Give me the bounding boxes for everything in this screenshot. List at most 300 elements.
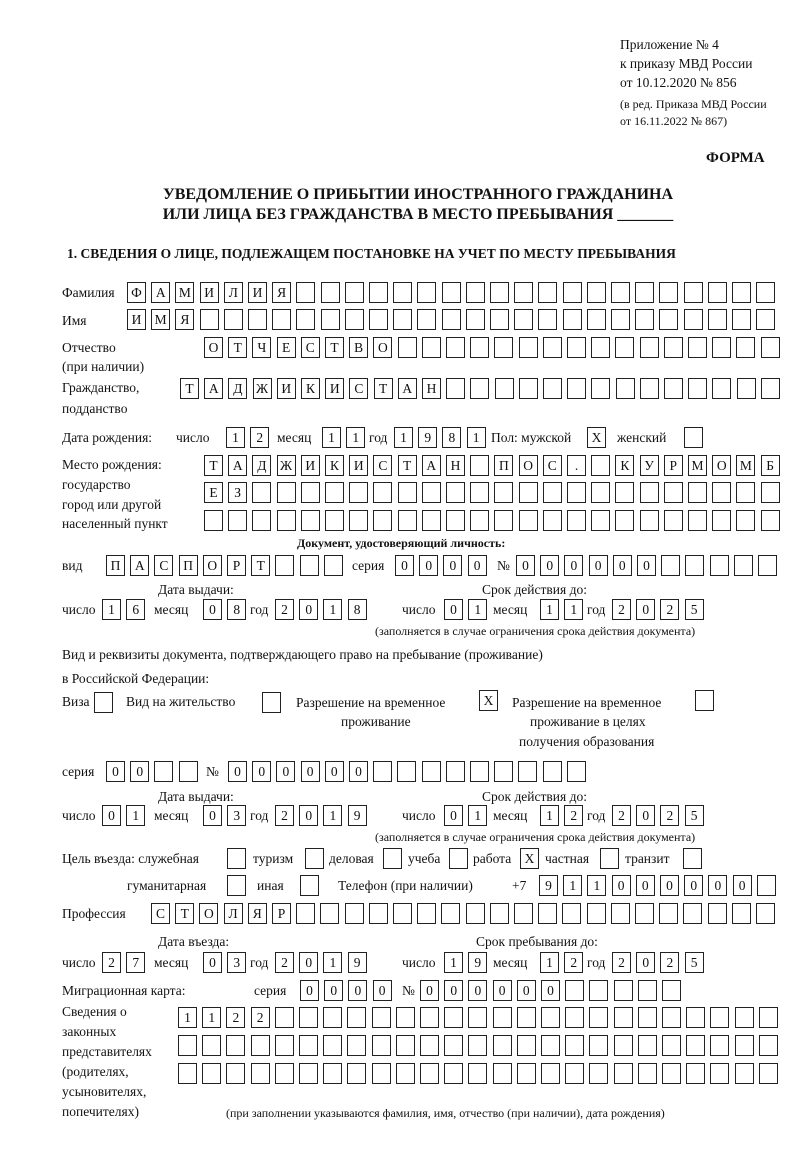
surname-field[interactable]	[127, 282, 776, 304]
char-cell[interactable]	[228, 510, 247, 531]
char-cell[interactable]: С	[373, 455, 392, 476]
checkbox-cell[interactable]	[695, 690, 714, 711]
char-cell[interactable]	[737, 378, 756, 399]
char-cell[interactable]	[686, 1063, 705, 1084]
char-cell[interactable]	[393, 903, 412, 924]
char-cell[interactable]	[321, 282, 340, 303]
char-cell[interactable]	[275, 555, 294, 576]
char-cell[interactable]	[372, 1035, 391, 1056]
char-cell[interactable]	[736, 482, 755, 503]
dob-year-field[interactable]	[394, 427, 487, 449]
char-cell[interactable]	[470, 482, 489, 503]
char-cell[interactable]	[662, 1035, 681, 1056]
char-cell[interactable]	[514, 282, 533, 303]
char-cell[interactable]: 0	[443, 555, 462, 576]
char-cell[interactable]	[468, 1035, 487, 1056]
char-cell[interactable]: С	[301, 337, 320, 358]
char-cell[interactable]: О	[519, 455, 538, 476]
char-cell[interactable]: 1	[587, 875, 606, 896]
char-cell[interactable]: 5	[685, 599, 704, 620]
char-cell[interactable]: Я	[248, 903, 267, 924]
permit-expiry-year-field[interactable]	[612, 805, 705, 827]
edu-residence-checkbox[interactable]	[695, 690, 715, 712]
char-cell[interactable]: 0	[102, 805, 121, 826]
char-cell[interactable]	[470, 337, 489, 358]
char-cell[interactable]	[349, 482, 368, 503]
char-cell[interactable]: Ч	[252, 337, 271, 358]
char-cell[interactable]: О	[373, 337, 392, 358]
char-cell[interactable]	[202, 1063, 221, 1084]
char-cell[interactable]	[301, 510, 320, 531]
id-issue-year-field[interactable]	[275, 599, 368, 621]
checkbox-cell[interactable]	[94, 692, 113, 713]
char-cell[interactable]: Т	[325, 337, 344, 358]
char-cell[interactable]: 0	[420, 980, 439, 1001]
char-cell[interactable]	[587, 282, 606, 303]
char-cell[interactable]	[373, 761, 392, 782]
char-cell[interactable]: 0	[468, 555, 487, 576]
char-cell[interactable]	[518, 761, 537, 782]
char-cell[interactable]	[662, 980, 681, 1001]
char-cell[interactable]	[275, 1063, 294, 1084]
char-cell[interactable]	[638, 980, 657, 1001]
char-cell[interactable]: Д	[252, 455, 271, 476]
char-cell[interactable]	[735, 1063, 754, 1084]
char-cell[interactable]: 7	[126, 952, 145, 973]
char-cell[interactable]: 1	[394, 427, 413, 448]
checkbox-cell[interactable]	[227, 875, 246, 896]
char-cell[interactable]: 8	[442, 427, 461, 448]
char-cell[interactable]	[398, 482, 417, 503]
purpose-work-checkbox[interactable]	[520, 848, 540, 870]
char-cell[interactable]	[589, 1035, 608, 1056]
char-cell[interactable]: П	[179, 555, 198, 576]
char-cell[interactable]	[659, 282, 678, 303]
char-cell[interactable]	[224, 309, 243, 330]
entry-year-field[interactable]	[275, 952, 368, 974]
char-cell[interactable]: 2	[612, 599, 631, 620]
char-cell[interactable]: 0	[300, 980, 319, 1001]
char-cell[interactable]: 9	[468, 952, 487, 973]
char-cell[interactable]	[466, 282, 485, 303]
char-cell[interactable]	[563, 282, 582, 303]
char-cell[interactable]: Е	[204, 482, 223, 503]
char-cell[interactable]: 0	[419, 555, 438, 576]
char-cell[interactable]	[563, 309, 582, 330]
char-cell[interactable]	[638, 1063, 657, 1084]
char-cell[interactable]	[688, 378, 707, 399]
char-cell[interactable]: 1	[563, 875, 582, 896]
char-cell[interactable]	[324, 555, 343, 576]
char-cell[interactable]	[591, 455, 610, 476]
char-cell[interactable]: 3	[227, 952, 246, 973]
char-cell[interactable]	[519, 337, 538, 358]
char-cell[interactable]: К	[325, 455, 344, 476]
char-cell[interactable]	[567, 378, 586, 399]
char-cell[interactable]	[686, 1035, 705, 1056]
char-cell[interactable]	[686, 1007, 705, 1028]
char-cell[interactable]	[349, 510, 368, 531]
char-cell[interactable]	[373, 510, 392, 531]
char-cell[interactable]	[493, 1035, 512, 1056]
char-cell[interactable]	[178, 1035, 197, 1056]
char-cell[interactable]	[519, 378, 538, 399]
char-cell[interactable]	[226, 1063, 245, 1084]
char-cell[interactable]	[517, 1007, 536, 1028]
char-cell[interactable]	[567, 510, 586, 531]
purpose-official-checkbox[interactable]	[227, 848, 247, 870]
char-cell[interactable]	[446, 378, 465, 399]
char-cell[interactable]	[369, 903, 388, 924]
char-cell[interactable]: 2	[612, 952, 631, 973]
char-cell[interactable]	[369, 309, 388, 330]
char-cell[interactable]	[517, 1035, 536, 1056]
char-cell[interactable]	[591, 482, 610, 503]
char-cell[interactable]	[301, 482, 320, 503]
char-cell[interactable]	[442, 309, 461, 330]
dob-month-field[interactable]	[322, 427, 366, 449]
char-cell[interactable]	[372, 1063, 391, 1084]
char-cell[interactable]	[662, 1063, 681, 1084]
citizenship-field[interactable]	[180, 378, 781, 400]
char-cell[interactable]: И	[301, 455, 320, 476]
char-cell[interactable]: Я	[272, 282, 291, 303]
char-cell[interactable]	[470, 761, 489, 782]
char-cell[interactable]: 0	[301, 761, 320, 782]
char-cell[interactable]: 3	[227, 805, 246, 826]
char-cell[interactable]: Т	[175, 903, 194, 924]
char-cell[interactable]	[614, 1063, 633, 1084]
char-cell[interactable]	[683, 903, 702, 924]
char-cell[interactable]	[441, 903, 460, 924]
char-cell[interactable]	[591, 337, 610, 358]
char-cell[interactable]	[444, 1007, 463, 1028]
char-cell[interactable]	[708, 309, 727, 330]
entry-day-field[interactable]	[102, 952, 146, 974]
char-cell[interactable]	[640, 337, 659, 358]
char-cell[interactable]	[393, 309, 412, 330]
permit-expiry-month-field[interactable]	[540, 805, 584, 827]
char-cell[interactable]: 6	[126, 599, 145, 620]
char-cell[interactable]: 1	[444, 952, 463, 973]
char-cell[interactable]: А	[204, 378, 223, 399]
char-cell[interactable]	[659, 309, 678, 330]
char-cell[interactable]	[396, 1007, 415, 1028]
char-cell[interactable]	[759, 1063, 778, 1084]
char-cell[interactable]	[296, 903, 315, 924]
char-cell[interactable]	[272, 309, 291, 330]
char-cell[interactable]: 1	[323, 599, 342, 620]
char-cell[interactable]	[611, 282, 630, 303]
char-cell[interactable]	[565, 1063, 584, 1084]
char-cell[interactable]	[252, 482, 271, 503]
char-cell[interactable]: 0	[493, 980, 512, 1001]
char-cell[interactable]: 2	[275, 805, 294, 826]
char-cell[interactable]: О	[712, 455, 731, 476]
char-cell[interactable]	[538, 282, 557, 303]
char-cell[interactable]: 0	[324, 980, 343, 1001]
char-cell[interactable]	[468, 1063, 487, 1084]
char-cell[interactable]	[712, 510, 731, 531]
char-cell[interactable]: 2	[275, 599, 294, 620]
char-cell[interactable]	[640, 378, 659, 399]
char-cell[interactable]	[494, 761, 513, 782]
char-cell[interactable]	[638, 1035, 657, 1056]
pob-row3-field[interactable]	[204, 510, 781, 532]
representatives-row2-field[interactable]	[178, 1035, 779, 1057]
char-cell[interactable]	[202, 1035, 221, 1056]
char-cell[interactable]	[325, 482, 344, 503]
char-cell[interactable]	[591, 378, 610, 399]
char-cell[interactable]	[615, 510, 634, 531]
char-cell[interactable]: 0	[130, 761, 149, 782]
char-cell[interactable]	[422, 761, 441, 782]
char-cell[interactable]	[204, 510, 223, 531]
char-cell[interactable]	[761, 510, 780, 531]
char-cell[interactable]	[543, 510, 562, 531]
char-cell[interactable]	[664, 482, 683, 503]
char-cell[interactable]	[299, 1035, 318, 1056]
char-cell[interactable]	[756, 309, 775, 330]
purpose-study-checkbox[interactable]	[449, 848, 469, 870]
char-cell[interactable]: 0	[203, 952, 222, 973]
entry-month-field[interactable]	[203, 952, 247, 974]
id-expiry-year-field[interactable]	[612, 599, 705, 621]
char-cell[interactable]	[277, 510, 296, 531]
char-cell[interactable]: Я	[175, 309, 194, 330]
char-cell[interactable]	[325, 510, 344, 531]
char-cell[interactable]	[589, 1063, 608, 1084]
char-cell[interactable]	[589, 980, 608, 1001]
char-cell[interactable]: Е	[277, 337, 296, 358]
char-cell[interactable]: А	[151, 282, 170, 303]
checkbox-cell[interactable]	[383, 848, 402, 869]
char-cell[interactable]	[323, 1063, 342, 1084]
char-cell[interactable]	[300, 555, 319, 576]
char-cell[interactable]: Д	[228, 378, 247, 399]
visa-checkbox[interactable]	[94, 692, 114, 714]
checkbox-cell[interactable]	[683, 848, 702, 869]
char-cell[interactable]: А	[398, 378, 417, 399]
char-cell[interactable]: 0	[636, 952, 655, 973]
id-issue-day-field[interactable]	[102, 599, 146, 621]
char-cell[interactable]: Р	[664, 455, 683, 476]
char-cell[interactable]: И	[349, 455, 368, 476]
char-cell[interactable]	[736, 337, 755, 358]
char-cell[interactable]: 0	[203, 599, 222, 620]
char-cell[interactable]	[541, 1063, 560, 1084]
char-cell[interactable]: Ж	[253, 378, 272, 399]
checkbox-cell[interactable]: X	[587, 427, 606, 448]
char-cell[interactable]	[732, 903, 751, 924]
char-cell[interactable]	[345, 903, 364, 924]
char-cell[interactable]: М	[736, 455, 755, 476]
char-cell[interactable]: 0	[684, 875, 703, 896]
checkbox-cell[interactable]	[300, 875, 319, 896]
char-cell[interactable]: 1	[102, 599, 121, 620]
char-cell[interactable]	[299, 1063, 318, 1084]
char-cell[interactable]	[323, 1007, 342, 1028]
char-cell[interactable]: 0	[395, 555, 414, 576]
char-cell[interactable]	[735, 1035, 754, 1056]
char-cell[interactable]: 0	[444, 980, 463, 1001]
char-cell[interactable]	[662, 1007, 681, 1028]
profession-field[interactable]	[151, 903, 776, 925]
char-cell[interactable]	[372, 1007, 391, 1028]
char-cell[interactable]	[538, 309, 557, 330]
char-cell[interactable]: Т	[228, 337, 247, 358]
char-cell[interactable]: 1	[564, 599, 583, 620]
char-cell[interactable]	[345, 309, 364, 330]
char-cell[interactable]	[710, 1035, 729, 1056]
char-cell[interactable]: С	[349, 378, 368, 399]
char-cell[interactable]: Н	[446, 455, 465, 476]
char-cell[interactable]: Б	[761, 455, 780, 476]
char-cell[interactable]	[248, 309, 267, 330]
char-cell[interactable]	[591, 510, 610, 531]
char-cell[interactable]: С	[154, 555, 173, 576]
char-cell[interactable]	[543, 337, 562, 358]
checkbox-cell[interactable]	[684, 427, 703, 448]
char-cell[interactable]	[688, 482, 707, 503]
char-cell[interactable]: 0	[637, 555, 656, 576]
char-cell[interactable]: 0	[516, 555, 535, 576]
char-cell[interactable]	[345, 282, 364, 303]
char-cell[interactable]	[422, 337, 441, 358]
representatives-row1-field[interactable]	[178, 1007, 779, 1029]
char-cell[interactable]: 0	[276, 761, 295, 782]
permit-expiry-day-field[interactable]	[444, 805, 488, 827]
char-cell[interactable]	[396, 1035, 415, 1056]
char-cell[interactable]	[373, 482, 392, 503]
char-cell[interactable]	[347, 1007, 366, 1028]
char-cell[interactable]	[468, 1007, 487, 1028]
char-cell[interactable]: 0	[589, 555, 608, 576]
char-cell[interactable]: 1	[468, 599, 487, 620]
char-cell[interactable]	[567, 337, 586, 358]
id-expiry-month-field[interactable]	[540, 599, 584, 621]
char-cell[interactable]: 0	[708, 875, 727, 896]
char-cell[interactable]: С	[543, 455, 562, 476]
char-cell[interactable]	[541, 1035, 560, 1056]
char-cell[interactable]: 0	[106, 761, 125, 782]
char-cell[interactable]	[565, 1035, 584, 1056]
char-cell[interactable]	[734, 555, 753, 576]
purpose-business-checkbox[interactable]	[383, 848, 403, 870]
char-cell[interactable]: 0	[660, 875, 679, 896]
checkbox-cell[interactable]	[305, 848, 324, 869]
purpose-other-checkbox[interactable]	[300, 875, 320, 897]
char-cell[interactable]	[543, 761, 562, 782]
char-cell[interactable]: 2	[251, 1007, 270, 1028]
char-cell[interactable]: 0	[733, 875, 752, 896]
char-cell[interactable]: 0	[252, 761, 271, 782]
char-cell[interactable]	[493, 1007, 512, 1028]
char-cell[interactable]	[567, 761, 586, 782]
char-cell[interactable]	[321, 309, 340, 330]
char-cell[interactable]: 1	[540, 805, 559, 826]
char-cell[interactable]: 0	[299, 805, 318, 826]
char-cell[interactable]	[759, 1035, 778, 1056]
char-cell[interactable]: 2	[660, 952, 679, 973]
char-cell[interactable]: Т	[398, 455, 417, 476]
stay-year-field[interactable]	[612, 952, 705, 974]
char-cell[interactable]: 0	[203, 805, 222, 826]
phone-field[interactable]	[539, 875, 777, 897]
char-cell[interactable]	[614, 980, 633, 1001]
char-cell[interactable]: 2	[275, 952, 294, 973]
char-cell[interactable]	[710, 1007, 729, 1028]
char-cell[interactable]	[664, 510, 683, 531]
char-cell[interactable]	[712, 378, 731, 399]
char-cell[interactable]: С	[151, 903, 170, 924]
char-cell[interactable]: Т	[180, 378, 199, 399]
char-cell[interactable]	[761, 337, 780, 358]
permit-number-field[interactable]	[228, 761, 587, 783]
char-cell[interactable]	[735, 1007, 754, 1028]
char-cell[interactable]: О	[204, 337, 223, 358]
char-cell[interactable]: 2	[660, 805, 679, 826]
char-cell[interactable]	[490, 282, 509, 303]
char-cell[interactable]	[562, 903, 581, 924]
char-cell[interactable]: К	[615, 455, 634, 476]
char-cell[interactable]	[466, 903, 485, 924]
char-cell[interactable]: 2	[102, 952, 121, 973]
char-cell[interactable]: Ж	[277, 455, 296, 476]
char-cell[interactable]	[226, 1035, 245, 1056]
char-cell[interactable]	[664, 337, 683, 358]
char-cell[interactable]	[514, 309, 533, 330]
migration-card-series-field[interactable]	[300, 980, 393, 1002]
char-cell[interactable]	[178, 1063, 197, 1084]
char-cell[interactable]	[659, 903, 678, 924]
char-cell[interactable]	[393, 282, 412, 303]
char-cell[interactable]: 9	[539, 875, 558, 896]
char-cell[interactable]: М	[151, 309, 170, 330]
char-cell[interactable]	[446, 510, 465, 531]
char-cell[interactable]: 0	[613, 555, 632, 576]
char-cell[interactable]: 1	[468, 805, 487, 826]
char-cell[interactable]	[420, 1063, 439, 1084]
char-cell[interactable]: И	[200, 282, 219, 303]
char-cell[interactable]	[494, 482, 513, 503]
char-cell[interactable]	[587, 903, 606, 924]
char-cell[interactable]	[420, 1035, 439, 1056]
char-cell[interactable]: 0	[636, 805, 655, 826]
purpose-humanitarian-checkbox[interactable]	[227, 875, 247, 897]
char-cell[interactable]	[757, 875, 776, 896]
char-cell[interactable]: 2	[564, 805, 583, 826]
char-cell[interactable]: 8	[227, 599, 246, 620]
char-cell[interactable]	[277, 482, 296, 503]
char-cell[interactable]	[494, 337, 513, 358]
char-cell[interactable]	[396, 1063, 415, 1084]
char-cell[interactable]	[252, 510, 271, 531]
char-cell[interactable]: Р	[272, 903, 291, 924]
char-cell[interactable]	[154, 761, 173, 782]
char-cell[interactable]: 0	[636, 875, 655, 896]
char-cell[interactable]	[638, 1007, 657, 1028]
char-cell[interactable]: 9	[348, 805, 367, 826]
purpose-transit-checkbox[interactable]	[683, 848, 703, 870]
char-cell[interactable]	[640, 482, 659, 503]
char-cell[interactable]: 0	[325, 761, 344, 782]
char-cell[interactable]	[275, 1007, 294, 1028]
char-cell[interactable]: .	[567, 455, 586, 476]
char-cell[interactable]	[611, 903, 630, 924]
char-cell[interactable]: З	[228, 482, 247, 503]
char-cell[interactable]	[616, 378, 635, 399]
